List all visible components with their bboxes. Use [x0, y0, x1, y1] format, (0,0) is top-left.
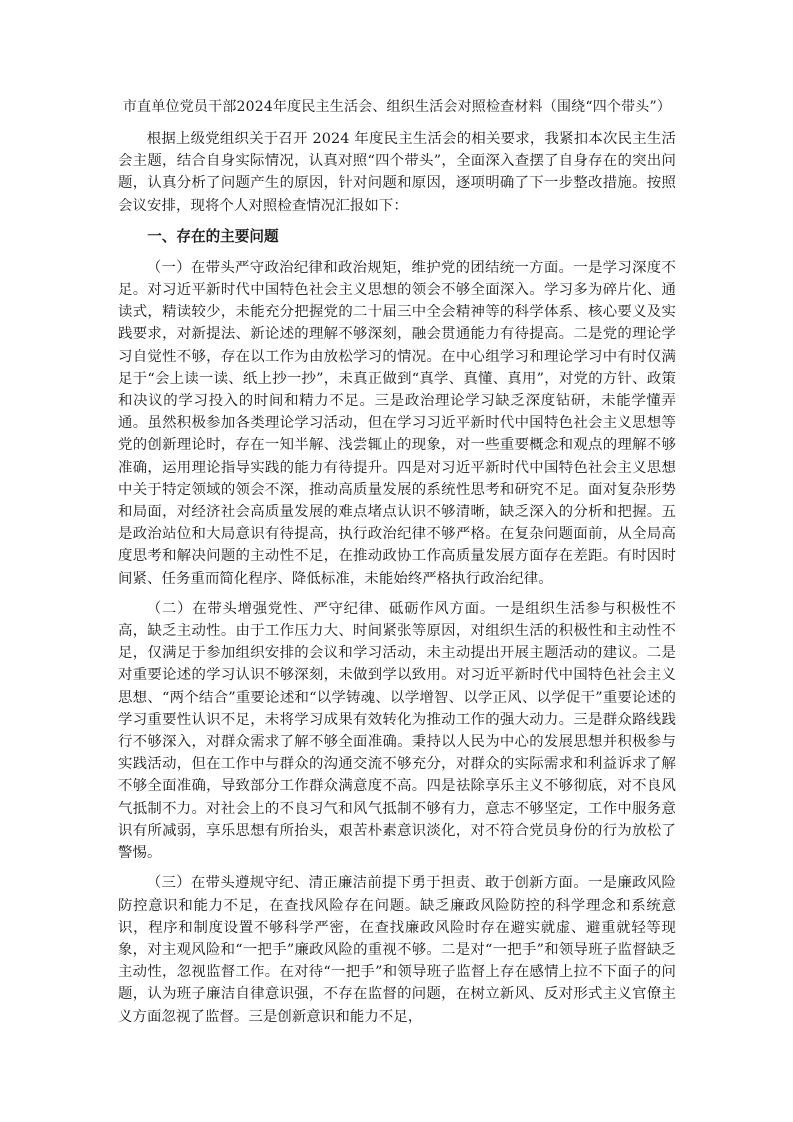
body-paragraph: （一）在带头严守政治纪律和政治规矩，维护党的团结统一方面。一是学习深度不足。对习近平新时代中国特色社会主义思想的领会不够全面深入。学习多为碎片化、通读式，精读较少，未能充分把握党的二十届三中全会精神等的科学体系、核心要义及实践要求，对新提法、新论述的理解不够深刻，融会贯通能力有待提高。二是党的理论学习自觉性不够，存在以工作为由放松学习的情况。在中心组学习和理论学习中有时仅满足于“会上读一读、纸上抄一抄”，未真正做到“真学、真懂、真用”，对党的方针、政策和决议的学习投入的时间和精力不足。三是政治理论学习缺乏深度钻研，未能学懂弄通。虽然积极参加各类理论学习活动，但在学习习近平新时代中国特色社会主义思想等党的创新理论时，存在一知半解、浅尝辄止的现象，对一些重要概念和观点的理解不够准确，运用理论指导实践的能力有待提升。四是对习近平新时代中国特色社会主义思想中关于特定领域的领会不深，推动高质量发展的系统性思考和研究不足。面对复杂形势和局面，对经济社会高质量发展的难点堵点认识不够清晰，缺乏深入的分析和把握。五是政治站位和大局意识有待提高，执行政治纪律不够严格。在复杂问题面前，从全局高度思考和解决问题的主动性不足，在推动政协工作高质量发展方面存在差距。有时因时间紧、任务重而简化程序、降低标准，未能始终严格执行政治纪律。: [118, 259, 676, 587]
intro-paragraph: 根据上级党组织关于召开 2024 年度民主生活会的相关要求，我紧扣本次民主生活会主题，结合自身实际情况，认真对照“四个带头”，全面深入查摆了自身存在的突出问题，认真分析了问题产生的原因，针对问题和原因，逐项明确了下一步整改措施。按照会议安排，现将个人对照检查情况汇报如下：: [118, 131, 676, 214]
body-paragraph: （二）在带头增强党性、严守纪律、砥砺作风方面。一是组织生活参与积极性不高，缺乏主动性。由于工作压力大、时间紧张等原因，对组织生活的积极性和主动性不足，仅满足于参加组织安排的会议和学习活动，未主动提出开展主题活动的建议。二是对重要论述的学习认识不够深刻，未做到学以致用。对习近平新时代中国特色社会主义思想、“两个结合”重要论述和“以学铸魂、以学增智、以学正风、以学促干”重要论述的学习重要性认识不足，未将学习成果有效转化为推动工作的强大动力。三是群众路线践行不够深入，对群众需求了解不够全面准确。秉持以人民为中心的发展思想并积极参与实践活动，但在工作中与群众的沟通交流不够充分，对群众的实际需求和利益诉求了解不够全面准确，导致部分工作群众满意度不高。四是祛除享乐主义不够彻底，对不良风气抵制不力。对社会上的不良习气和风气抵制不够有力，意志不够坚定，工作中服务意识有所减弱，享乐思想有所抬头，艰苦朴素意识淡化，对不符合党员身份的行为放松了警惕。: [118, 600, 676, 862]
section-heading: 一、存在的主要问题: [147, 227, 279, 245]
document-body: [118, 96, 676, 1028]
body-paragraph: （三）在带头遵规守纪、清正廉洁前提下勇于担责、敢于创新方面。一是廉政风险防控意识和能力不足，在查找风险存在问题。缺乏廉政风险防控的科学理念和系统意识，程序和制度设置不够科学严密，在查找廉政风险时存在避实就虚、避重就轻等现象，对主观风险和“一把手”廉政风险的重视不够。二是对“一把手”和领导班子监督缺乏主动性，忽视监督工作。在对待“一把手”和领导班子监督上存在感情上拉不下面子的问题，认为班子廉洁自律意识强，不存在监督的问题，在树立新风、反对形式主义官僚主义方面忽视了监督。三是创新意识和能力不足，: [118, 875, 676, 1025]
document-title: 市直单位党员干部2024年度民主生活会、组织生活会对照检查材料（围绕“四个带头”）: [122, 99, 672, 115]
